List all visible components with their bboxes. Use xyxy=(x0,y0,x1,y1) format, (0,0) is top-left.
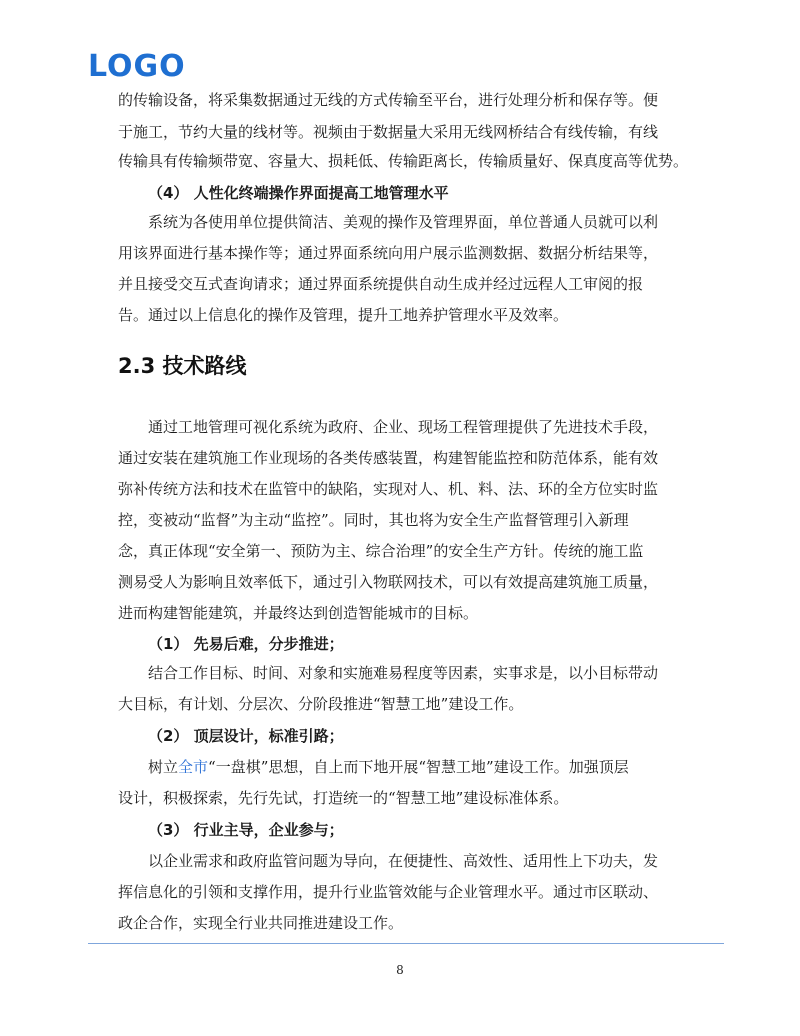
paragraph-line: 挥信息化的引领和支撑作用，提升行业监管效能与企业管理水平。通过市区联动、 xyxy=(118,883,659,901)
paragraph-line: 于施工，节约大量的线材等。视频由于数据量大采用无线网桥结合有线传输，有线 xyxy=(118,123,659,141)
paragraph-line: 告。通过以上信息化的操作及管理，提升工地养护管理水平及效率。 xyxy=(118,306,569,324)
highlighted-term[interactable]: 全市 xyxy=(178,758,209,776)
paragraph-line: 政企合作，实现全行业共同推进建设工作。 xyxy=(118,914,404,932)
paragraph-line: 通过工地管理可视化系统为政府、企业、现场工程管理提供了先进技术手段， xyxy=(148,418,659,436)
paragraph-line: 结合工作目标、时间、对象和实施难易程度等因素，实事求是，以小目标带动 xyxy=(148,664,659,682)
paragraph-line: 的传输设备，将采集数据通过无线的方式传输至平台，进行处理分析和保存等。便 xyxy=(118,91,659,109)
paragraph-line: 传输具有传输频带宽、容量大、损耗低、传输距离长，传输质量好、保真度高等优势。 xyxy=(118,152,689,170)
paragraph-line: 并且接受交互式查询请求；通过界面系统提供自动生成并经过远程人工审阅的报 xyxy=(118,275,644,293)
footer-divider xyxy=(88,943,724,944)
subheading-4: （4） 人性化终端操作界面提高工地管理水平 xyxy=(148,184,449,202)
subheading-1: （1） 先易后难，分步推进； xyxy=(148,635,344,653)
paragraph-line: 通过安装在建筑施工作业现场的各类传感装置，构建智能监控和防范体系，能有效 xyxy=(118,449,659,467)
paragraph-line: 用该界面进行基本操作等；通过界面系统向用户展示监测数据、数据分析结果等， xyxy=(118,244,659,262)
paragraph-line: 念，真正体现“安全第一、预防为主、综合治理”的安全生产方针。传统的施工监 xyxy=(118,542,644,560)
subheading-2: （2） 顶层设计，标准引路； xyxy=(148,727,344,745)
text-segment: 树立 xyxy=(148,758,179,776)
paragraph-line: 弥补传统方法和技术在监管中的缺陷，实现对人、机、料、法、环的全方位实时监 xyxy=(118,480,659,498)
paragraph-line: 大目标，有计划、分层次、分阶段推进“智慧工地”建设工作。 xyxy=(118,695,524,713)
text-segment: “一盘棋”思想，自上而下地开展“智慧工地”建设工作。加强顶层 xyxy=(208,758,629,776)
subheading-3: （3） 行业主导，企业参与； xyxy=(148,821,344,839)
paragraph-line: 系统为各使用单位提供简洁、美观的操作及管理界面，单位普通人员就可以利 xyxy=(148,213,659,231)
section-heading: 2.3 技术路线 xyxy=(118,354,247,378)
paragraph-line: 控，变被动“监督”为主动“监控”。同时，其也将为安全生产监督管理引入新理 xyxy=(118,511,629,529)
page-number: 8 xyxy=(396,963,404,977)
paragraph-line: 测易受人为影响且效率低下，通过引入物联网技术，可以有效提高建筑施工质量， xyxy=(118,573,659,591)
paragraph-line: 设计，积极探索，先行先试，打造统一的“智慧工地”建设标准体系。 xyxy=(118,789,569,807)
company-logo: LOGO xyxy=(88,49,186,84)
paragraph-line: 以企业需求和政府监管问题为导向，在便捷性、高效性、适用性上下功夫，发 xyxy=(148,852,659,870)
paragraph-line: 进而构建智能建筑，并最终达到创造智能城市的目标。 xyxy=(118,604,479,622)
paragraph-line xyxy=(148,757,629,777)
